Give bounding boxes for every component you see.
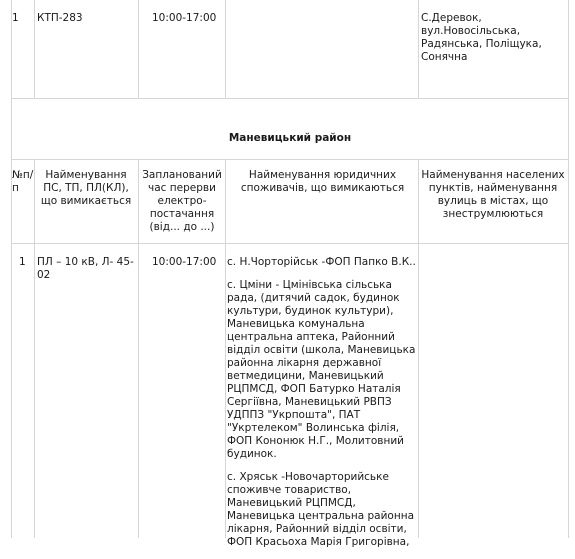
header-object-name: Найменування ПС, ТП, ПЛ(КЛ), що вимикається [40, 169, 132, 207]
grid-line [34, 159, 35, 538]
grid-line [138, 0, 139, 99]
grid-line [11, 98, 569, 99]
row-number: 1 [19, 256, 26, 268]
outage-time: 10:00-17:00 [152, 256, 217, 268]
settlements-cell: С.Деревок, вул.Новосільська, Радянська, Поліщука, Сонячна [421, 12, 542, 63]
row-number: 1 [12, 12, 19, 24]
header-outage-time: Запланований час перерви електро-постачання (від... до ...) [142, 169, 222, 233]
header-consumers: Найменування юридичних споживачів, що вимикаються [240, 169, 405, 194]
district-title: Маневицький район [228, 132, 352, 144]
grid-line [11, 243, 569, 244]
grid-line [34, 0, 35, 99]
grid-line [418, 0, 419, 99]
consumer-paragraph: с. Цміни - Цмінівська сільська рада, (дитячий садок, будинок культури, будинок культури), Маневицька комунальна центральна аптека, Районний відділ освіти (школа, Маневицька районна лікарня державної ветмедицини, Маневицький РЦПМСД, ФОП Батурко Наталія Сергіївна, Маневицький РВПЗ УДППЗ "Укрпошта", ПАТ "Укртелеком" Волинська філія, ФОП Кононюк Н.Г., Молитовний будинок. [227, 279, 416, 460]
line-name: ПЛ – 10 кВ, Л- 45-02 [37, 256, 134, 281]
grid-line [418, 159, 419, 538]
grid-line [225, 159, 226, 538]
grid-line [138, 159, 139, 538]
grid-line [11, 159, 569, 160]
header-settlements: Найменування населених пунктів, найменування вулиць в містах, що знеструмлюються [421, 169, 565, 220]
substation-name: КТП-283 [37, 12, 83, 24]
grid-line [11, 0, 12, 538]
grid-line [568, 0, 569, 538]
consumer-paragraph: с. Хряськ -Новочарторийське споживче товариство, Маневицький РЦПМСД, Маневицька центральна районна лікарня, Районний відділ освіти, ФОП Красьоха Марія Григорівна, [227, 471, 415, 548]
consumer-paragraph: с. Н.Чорторійськ -ФОП Папко В.К.. [227, 256, 416, 268]
header-number: №п/п [12, 169, 34, 194]
grid-line [225, 0, 226, 99]
consumers-list [227, 256, 417, 559]
outage-time: 10:00-17:00 [152, 12, 217, 24]
